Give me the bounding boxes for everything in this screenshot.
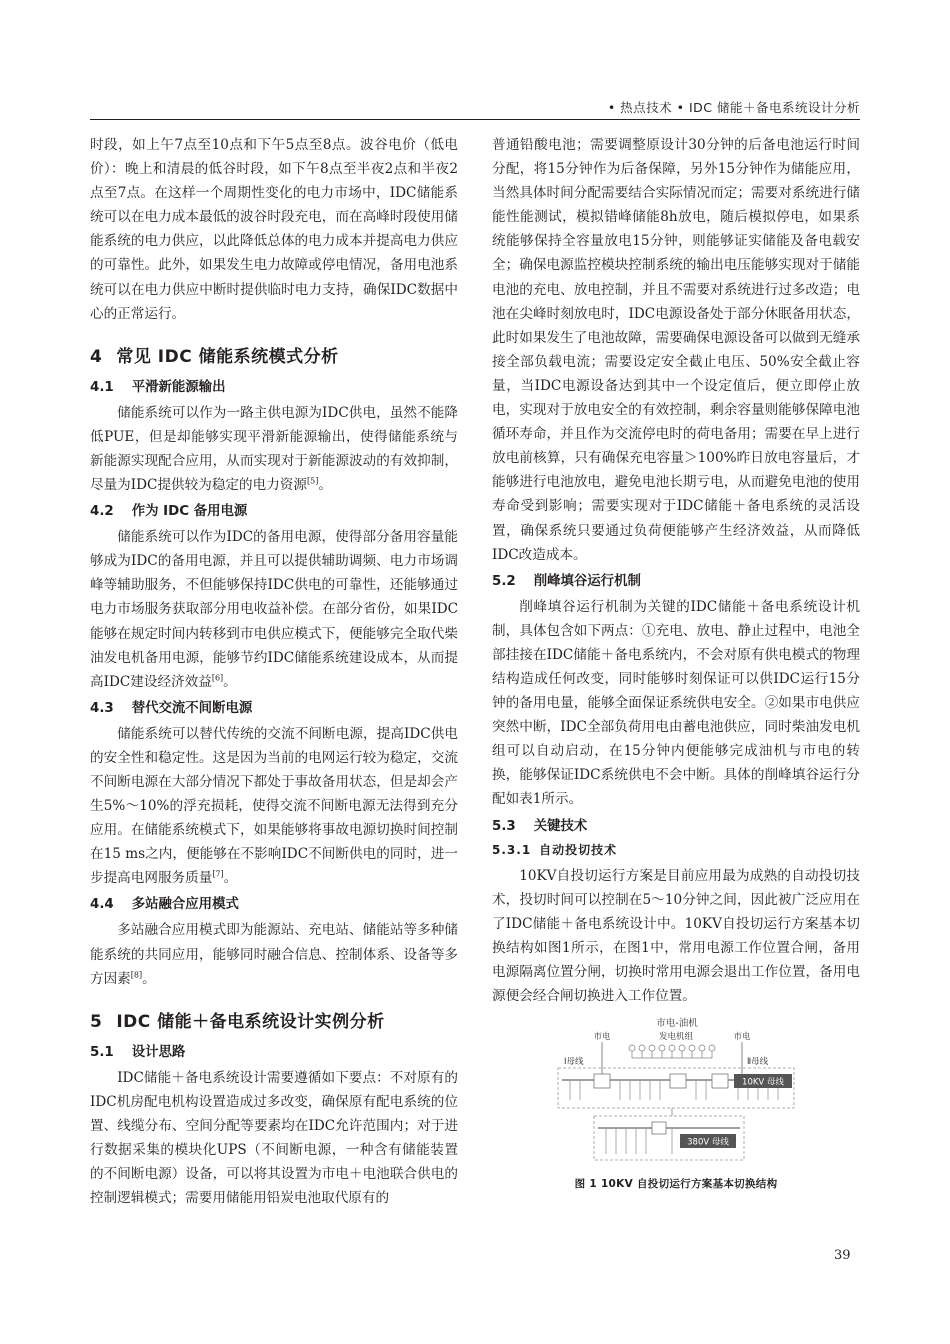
figure-caption: 图 1 10KV 自投切运行方案基本切换结构: [574, 1178, 778, 1191]
subsection-heading-4-4: 4.4 多站融合应用模式: [90, 897, 239, 913]
bus-label-right: Ⅱ母线: [747, 1057, 769, 1068]
subsection-heading-4-3: 4.3 替代交流不间断电源: [90, 700, 253, 716]
paragraph-5-1: IDC储能＋备电系统设计需要遵循如下要点：不对原有的IDC机房配电机构设置造成过多改变，确保原有配电系统的位置、线缆分布、空间分配等要素均在IDC允许范围内；对于进行数据采集的模块化UPS（不间断电源，一种含有储能装置的不间断电源）设备，可以将其设置为市电＋电池联合供电的控制逻辑模式；需要用储能用铅炭电池取代原有的: [90, 1069, 458, 1207]
paragraph-4-3: 储能系统可以替代传统的交流不间断电源，提高IDC供电的安全性和稳定性。这是因为当前的电网运行较为稳定，交流不间断电源在大部分情况下都处于事故备用状态，但是却会产生5%～10%的浮充损耗，使得交流不间断电源无法得到充分应用。在储能系统模式下，如果能够将事故电源切换时间控制在15 ms之内，便能够在不影响IDC不间断供电的同时，进一步提高电网服务质量[7]。: [90, 725, 458, 887]
10kv-label: 10KV 母线: [742, 1077, 784, 1088]
switch-380v: [652, 1122, 666, 1134]
page-number: 39: [834, 1248, 851, 1263]
citation-ref: [8]: [130, 970, 143, 980]
380v-label: 380V 母线: [687, 1137, 729, 1148]
switch-tie: [670, 1074, 686, 1088]
paragraph-4-1: 储能系统可以作为一路主供电源为IDC供电，虽然不能降低PUE，但是却能够实现平滑新能源输出，使得储能系统与新能源实现配合应用，从而实现对于新能源波动的有效抑制，尽量为IDC提供较为稳定的电力资源[5]。: [90, 404, 458, 494]
section-heading-5: 5 IDC 储能＋备电系统设计实例分析: [90, 1011, 385, 1032]
paragraph-continued-right: 普通铅酸电池；需要调整原设计30分钟的后备电池运行时间分配，将15分钟作为后备保障，另外15分钟作为储能应用，当然具体时间分配需要结合实际情况而定；需要对系统进行储能性能测试，模拟错峰储能8h放电，随后模拟停电，如果系统能够保持全容量放电15分钟，则能够证实储能及备电载安全；确保电源监控模块控制系统的输出电压能够实现对于储能电池的充电、放电控制，并且不需要对系统进行过多改造；电池在尖峰时刻放电时，IDC电源设备处于部分休眠备用状态，此时如果发生了电池故障，需要确保电源设备可以做到无缝承接全部负载电流；需要设定安全截止电压、50%安全截止容量，当IDC电源设备达到其中一个设定值后，便立即停止放电，实现对于放电安全的有效控制，剩余容量则能够保障电池循环寿命，并且作为交流停电时的荷电备用；需要在早上进行放电前核算，只有确保充电容量＞100%昨日放电容量后，才能够进行电池放电，避免电池长期亏电，从而避免电池的使用寿命受到影响；需要实现对于IDC储能＋备电系统的灵活设置，确保系统只要通过负荷便能够产生经济效益，从而降低IDC改造成本。: [492, 137, 860, 563]
left-column: [90, 133, 458, 1210]
section-heading-4: 4 常见 IDC 储能系统模式分析: [90, 346, 339, 367]
subsection-heading-4-1: 4.1 平滑新能源输出: [90, 379, 226, 395]
subsection-heading-4-2: 4.2 作为 IDC 备用电源: [90, 504, 248, 520]
running-header: [90, 98, 860, 118]
header-rule: [90, 119, 860, 120]
citation-ref: [5]: [306, 476, 319, 486]
subsubsection-heading-5-3-1: 5.3.1 自动投切技术: [492, 842, 618, 857]
right-column: [492, 133, 860, 1191]
paragraph-4-2: 储能系统可以作为IDC的备用电源，使得部分备用容量能够成为IDC的备用电源，并且可以提供辅助调频、电力市场调峰等辅助服务，不但能够保持IDC供电的可靠性，还能够通过电力市场服务获取部分用电收益补偿。在部分省份，如果IDC能够在规定时间内转移到市电供应模式下，便能够完全取代柴油发电机备用电源，能够节约IDC储能系统建设成本，从而提高IDC建设经济效益[6]。: [90, 529, 458, 690]
bus-label-left: Ⅰ母线: [564, 1057, 584, 1068]
paragraph-5-2: 削峰填谷运行机制为关键的IDC储能＋备电系统设计机制，具体包含如下两点：①充电、放电、静止过程中，电池全部挂接在IDC储能＋备电系统内，不会对原有供电模式的物理结构造成任何改变，同时能够时刻保证可以供IDC运行15分钟的备用电量，能够全面保证系统供电安全。②如果市电供应突然中断，IDC全部负荷用电由蓄电池供应，同时柴油发电机组可以自动启动，在15分钟内便能够完成油机与市电的转换，能够保证IDC系统供电不会中断。具体的削峰填谷运行分配如表1所示。: [492, 598, 860, 808]
paragraph-continued: 时段，如上午7点至10点和下午5点至8点。波谷电价（低电价）：晚上和清晨的低谷时段，如下午8点至半夜2点和半夜2点至7点。在这样一个周期性变化的电力市场中，IDC储能系统可以在电力成本最低的波谷时段充电，而在高峰时段使用储能系统的电力供应，以此降低总体的电力成本并提高电力供应的可靠性。此外，如果发生电力故障或停电情况，备用电池系统可以在电力供应中断时提供临时电力支持，确保IDC数据中心的正常运行。: [90, 137, 458, 322]
switch-right: [712, 1074, 728, 1088]
label-mains-right: 市电: [733, 1032, 751, 1043]
paragraph-4-4: 多站融合应用模式即为能源站、充电站、储能站等多种储能系统的共同应用，能够同时融合信息、控制体系、设备等多方因素[8]。: [90, 922, 458, 987]
generator-set: [629, 1045, 715, 1058]
paragraph-5-3-1: 10KV自投切运行方案是目前应用最为成熟的自动投切技术，投切时间可以控制在5～10分钟之间，因此被广泛应用在了IDC储能＋备电系统设计中。10KV自投切运行方案基本切换结构如图1所示，在图1中，常用电源工作位置合闸，备用电源隔离位置分闸，切换时常用电源会退出工作位置，备用电源便会经合闸切换进入工作位置。: [492, 867, 860, 1004]
subsection-heading-5-2: 5.2 削峰填谷运行机制: [492, 573, 641, 589]
subsection-heading-5-1: 5.1 设计思路: [90, 1044, 186, 1060]
switch-left: [594, 1074, 610, 1088]
diagram-title: 市电-油机: [656, 1018, 698, 1030]
label-generator: 发电机组: [658, 1032, 694, 1043]
subsection-heading-5-3: 5.3 关键技术: [492, 818, 588, 834]
label-mains-left: 市电: [593, 1032, 611, 1043]
citation-ref: [7]: [212, 869, 224, 879]
running-header-text: • 热点技术 • IDC 储能＋备电系统设计分析: [607, 100, 860, 115]
figure-switching-diagram: [552, 1016, 802, 1166]
switching-diagram: [552, 1016, 802, 1166]
citation-ref: [6]: [211, 673, 224, 683]
